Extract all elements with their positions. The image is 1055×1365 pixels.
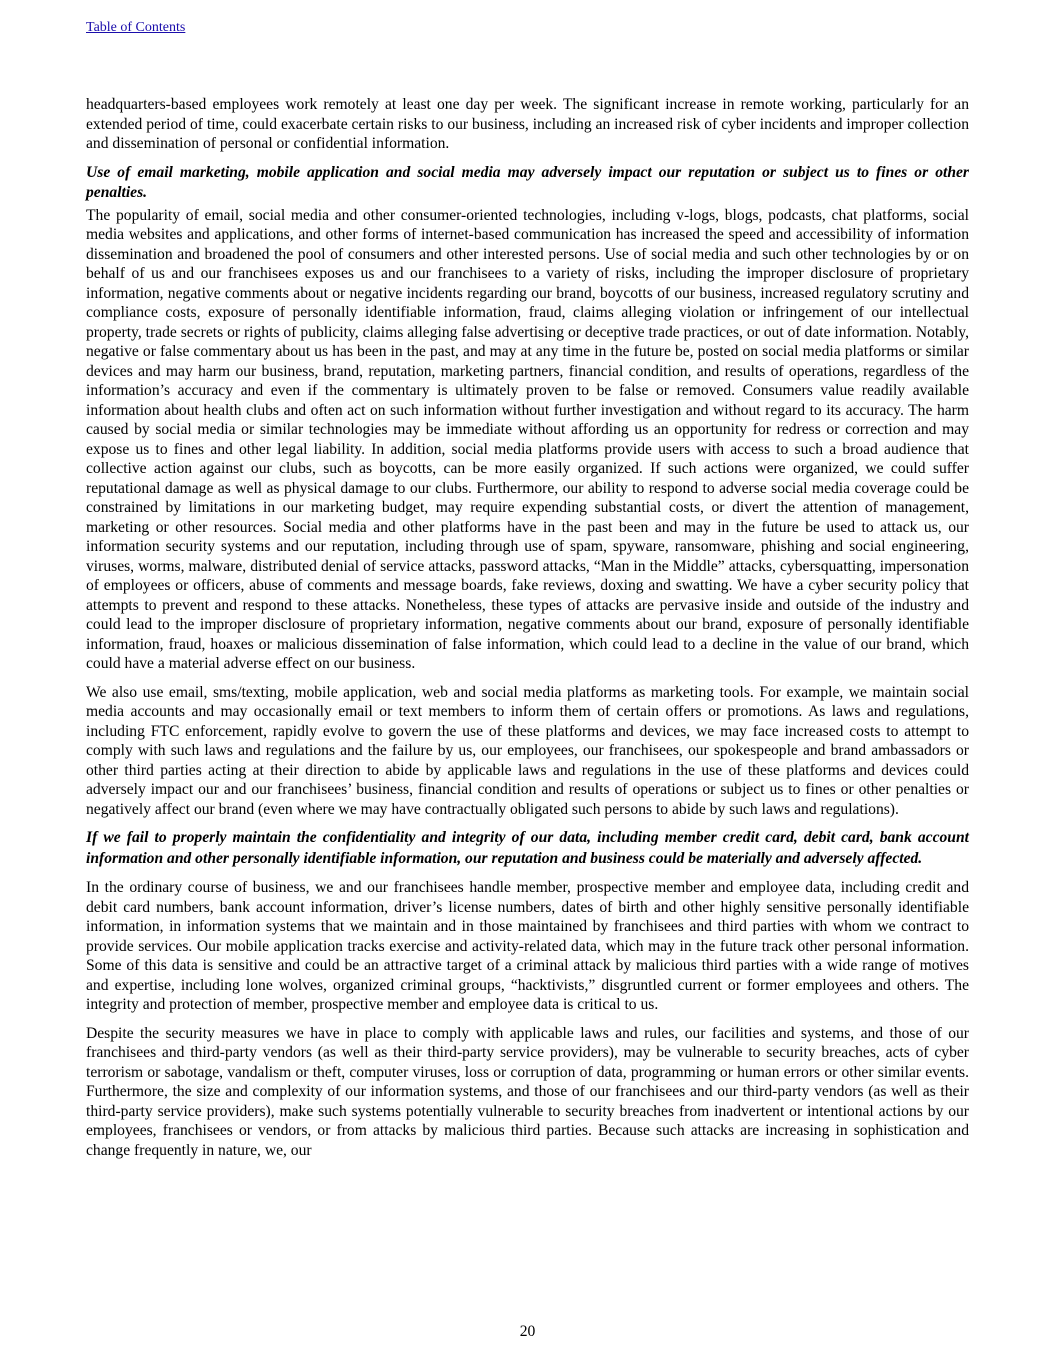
paragraph-data-handling: In the ordinary course of business, we and our franchisees handle member, prospective member and employee data, including credit and debit card numbers, bank account information, driver’s license numbers, dates of birth and other highly sensitive personally identifiable information, in information systems that we maintain and in those maintained by franchisees and third parties with whom we contract to provide services. Our mobile application tracks exercise and activity-related data, which may in the future track other personal information. Some of this data is sensitive and could be an attractive target of a criminal attack by malicious third parties with a wide range of motives and expertise, including lone wolves, organized criminal groups, “hacktivists,” disgruntled current or former employees and others. The integrity and protection of member, prospective member and employee data is critical to us.: [86, 879, 969, 1013]
heading-email-marketing-risk: Use of email marketing, mobile application and social media may adversely impact our reputation or subject us to fines or other penalties.: [86, 163, 969, 201]
document-body: [86, 95, 969, 1160]
paragraph-remote-work: headquarters-based employees work remotely at least one day per week. The significant increase in remote working, particularly for an extended period of time, could exacerbate certain risks to our business, including an increased risk of cyber incidents and improper collection and dissemination of personal or confidential information.: [86, 96, 969, 152]
paragraph-social-media-risk: The popularity of email, social media and other consumer-oriented technologies, including v-logs, blogs, podcasts, chat platforms, social media websites and applications, and other forms of internet-based communication has increased the speed and accessibility of information dissemination and broadened the pool of consumers and other interested persons. Use of social media and such other technologies by or on behalf of us and our franchisees exposes us and our franchisees to a variety of risks, including the improper disclosure of proprietary information, negative comments about or negative incidents regarding our brand, boycotts of our business, increased regulatory scrutiny and compliance costs, exposure of personally identifiable information, fraud, claims alleging violation or infringement of our intellectual property, trade secrets or rights of publicity, claims alleging false advertising or deceptive trade practices, or out of date information. Notably, negative or false commentary about us has been in the past, and may at any time in the future be, posted on social media platforms or similar devices and may harm our business, brand, reputation, marketing partners, financial condition, and results of operations, regardless of the information’s accuracy and even if the commentary is ultimately proven to be false or removed. Consumers value readily available information about health clubs and often act on such information without further investigation and without regard to its accuracy. The harm caused by social media or similar technologies may be immediate without affording us an opportunity for redress or correction and may expose us to fines and other legal liability. In addition, social media platforms provide users with access to such a broad audience that collective action against our clubs, such as boycotts, can be more easily organized. If such actions were organized, we could suffer reputational damage as well as physical damage to our clubs. Furthermore, our ability to respond to adverse social media coverage could be constrained by limitations in our marketing budget, may require expending substantial costs, or divert the attention of management, marketing or other resources. Social media and other platforms have in the past been and may in the future be used to attack us, our information security systems and our reputation, including through use of spam, spyware, ransomware, phishing and social engineering, viruses, worms, malware, distributed denial of service attacks, password attacks, “Man in the Middle” attacks, cybersquatting, impersonation of employees or officers, abuse of comments and message boards, fake reviews, doxing and swatting. We have a cyber security policy that attempts to prevent and respond to these attacks. Nonetheless, these types of attacks are pervasive inside and outside of the industry and could lead to the improper disclosure of proprietary information, negative comments about our brand, exposure of personally identifiable information, fraud, hoaxes or malicious dissemination of false information, which could lead to a decline in the value of our brand, which could have a material adverse effect on our business.: [86, 206, 969, 672]
paragraph-marketing-tools: We also use email, sms/texting, mobile application, web and social media platforms as marketing tools. For example, we maintain social media accounts and may occasionally email or text members to inform them of certain offers or promotions. As laws and regulations, including FTC enforcement, rapidly evolve to govern the use of these platforms and devices, we may face increased costs to attempt to comply with such laws and regulations and the failure by us, our employees, our franchisees, our spokespeople and brand ambassadors or other third parties acting at their direction to abide by applicable laws and regulations in the use of these platforms and devices could adversely impact our and our franchisees’ business, financial condition and results of operations or subject us to fines or other penalties or negatively affect our brand (even where we may have contractually obligated such persons to abide by such laws and regulations).: [86, 683, 969, 818]
page-number: 20: [519, 1323, 536, 1340]
heading-data-confidentiality-risk: If we fail to properly maintain the confidentiality and integrity of our data, including member credit card, debit card, bank account information and other personally identifiable information, our reputation and business could be materially and adversely affected.: [86, 829, 969, 867]
table-of-contents-link[interactable]: Table of Contents: [86, 20, 186, 35]
paragraph-security-measures: Despite the security measures we have in place to comply with applicable laws and rules, our facilities and systems, and those of our franchisees and third-party vendors (as well as their third-party service providers), may be vulnerable to security breaches, acts of cyber terrorism or sabotage, vandalism or theft, computer viruses, loss or corruption of data, programming or human errors or other similar events. Furthermore, the size and complexity of our information systems, and those of our franchisees and our third-party vendors (as well as their third-party service providers), make such systems potentially vulnerable to security breaches from inadvertent or intentional actions by our employees, franchisees or vendors, or from attacks by malicious third parties. Because such attacks are increasing in sophistication and change frequently in nature, we, our: [86, 1024, 969, 1159]
